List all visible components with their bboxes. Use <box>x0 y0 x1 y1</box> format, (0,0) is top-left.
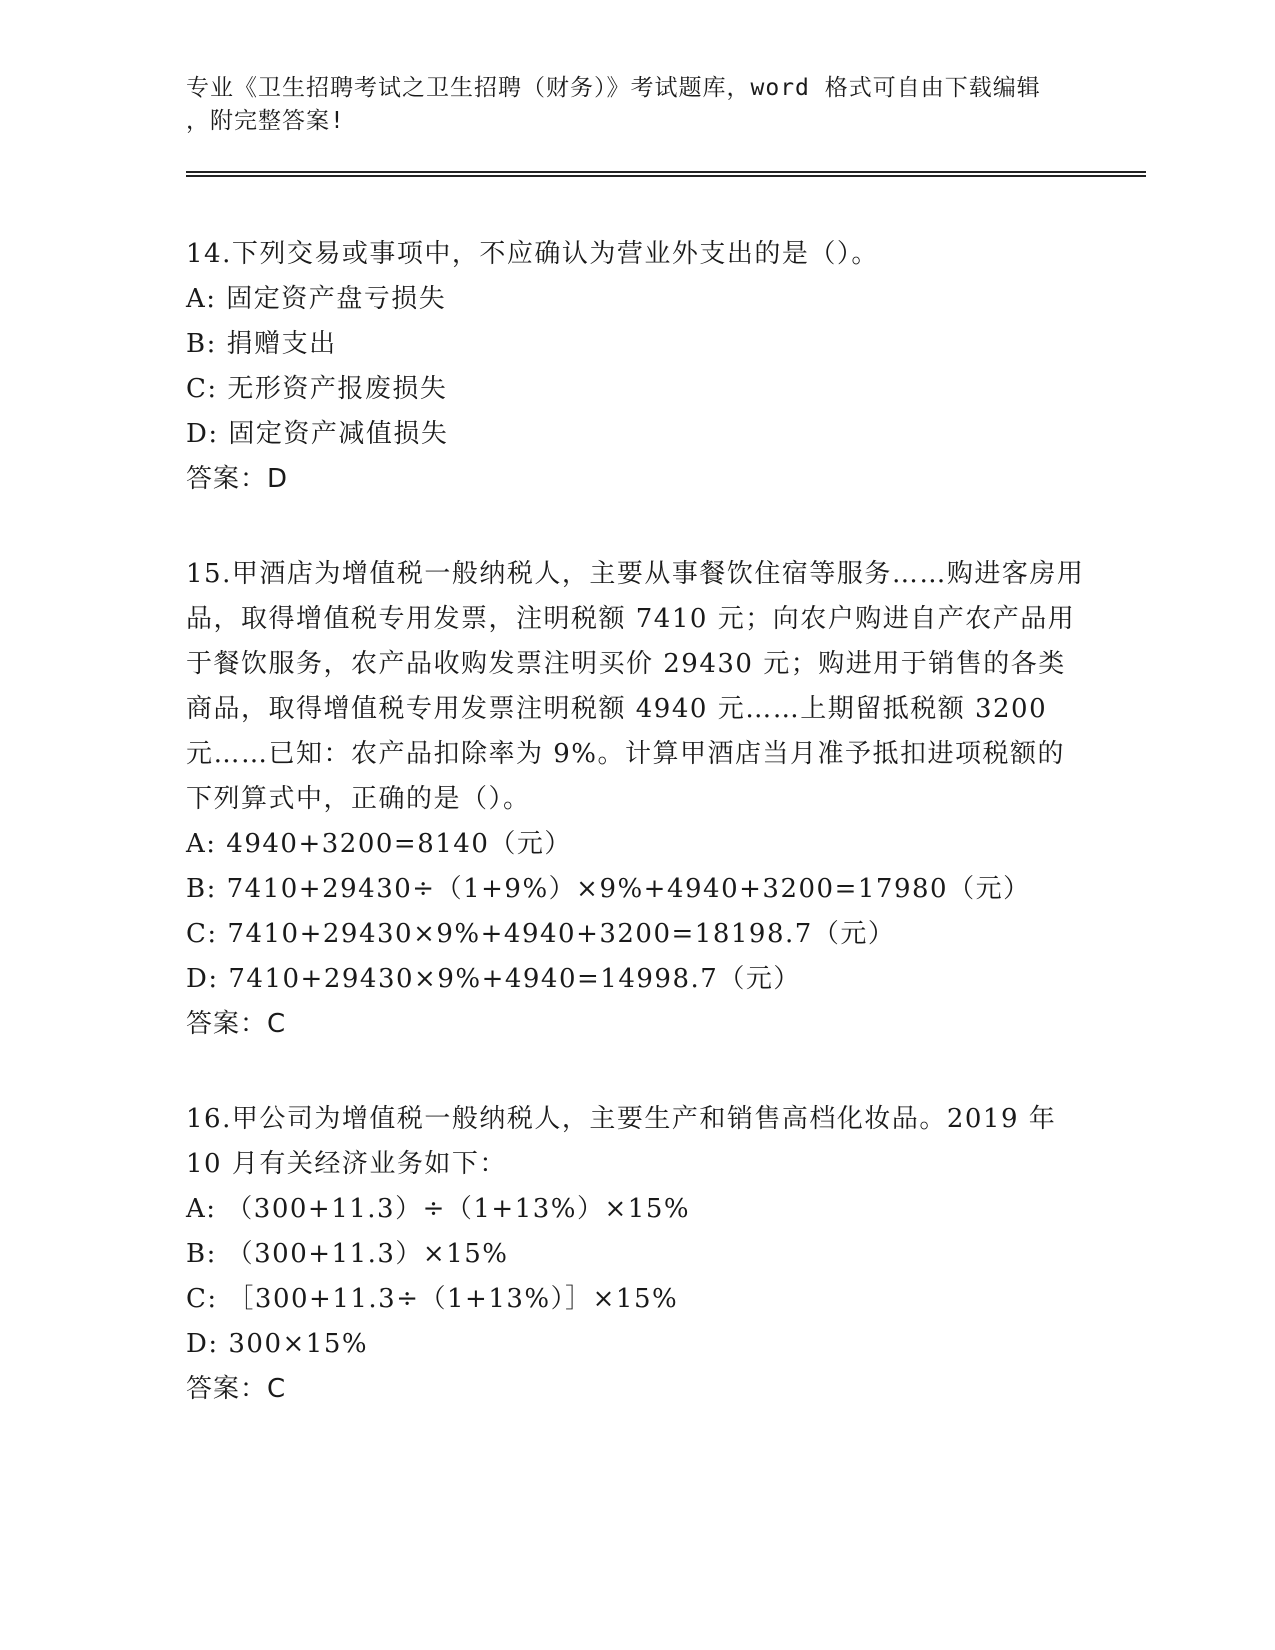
option-a: A: 4940+3200=8140（元） <box>186 829 572 859</box>
option-c: C: 7410+29430×9%+4940+3200=18198.7（元） <box>186 919 896 949</box>
answer: 答案：C <box>186 1009 287 1039</box>
option-a: A: （300+11.3）÷（1+13%）×15% <box>186 1194 691 1224</box>
option-d: D: 300×15% <box>186 1329 369 1359</box>
question-stem: 15.甲酒店为增值税一般纳税人，主要从事餐饮住宿等服务……购进客房用品，取得增值税专用发票，注明税额 7410 元；向农户购进自产农产品用于餐饮服务，农产品收购发票注明买价 29430 元；购进用于销售的各类商品，取得增值税专用发票注明税额 4940 元……上期留抵税额 3200 元……已知：农产品扣除率为 9%。计算甲酒店当月准予抵扣进项税额的下列算式中，正确的是（）。 <box>186 559 1085 814</box>
question-stem: 14.下列交易或事项中，不应确认为营业外支出的是（）。 <box>186 239 879 269</box>
document-header <box>186 72 1066 138</box>
answer: 答案：C <box>186 1374 287 1404</box>
option-c: C: ［300+11.3÷（1+13%）］×15% <box>186 1284 679 1314</box>
option-d: D: 固定资产减值损失 <box>186 419 449 449</box>
header-line-2: ，附完整答案! <box>186 108 345 134</box>
header-divider-bottom <box>186 175 1146 177</box>
question-list <box>186 232 1086 1462</box>
option-b: B: 捐赠支出 <box>186 329 337 359</box>
option-c: C: 无形资产报废损失 <box>186 374 448 404</box>
option-a: A: 固定资产盘亏损失 <box>186 284 447 314</box>
option-d: D: 7410+29430×9%+4940=14998.7（元） <box>186 964 801 994</box>
option-b: B: 7410+29430÷（1+9%）×9%+4940+3200=17980（元） <box>186 874 1031 904</box>
option-b: B: （300+11.3）×15% <box>186 1239 509 1269</box>
header-divider-top <box>186 171 1146 173</box>
question-14 <box>186 232 1086 502</box>
question-15 <box>186 552 1086 1047</box>
header-line-1: 专业《卫生招聘考试之卫生招聘（财务）》考试题库，word 格式可自由下载编辑 <box>186 75 1041 101</box>
question-stem: 16.甲公司为增值税一般纳税人，主要生产和销售高档化妆品。2019 年 10 月有关经济业务如下： <box>186 1104 1057 1179</box>
answer: 答案：D <box>186 464 289 494</box>
question-16 <box>186 1097 1086 1412</box>
